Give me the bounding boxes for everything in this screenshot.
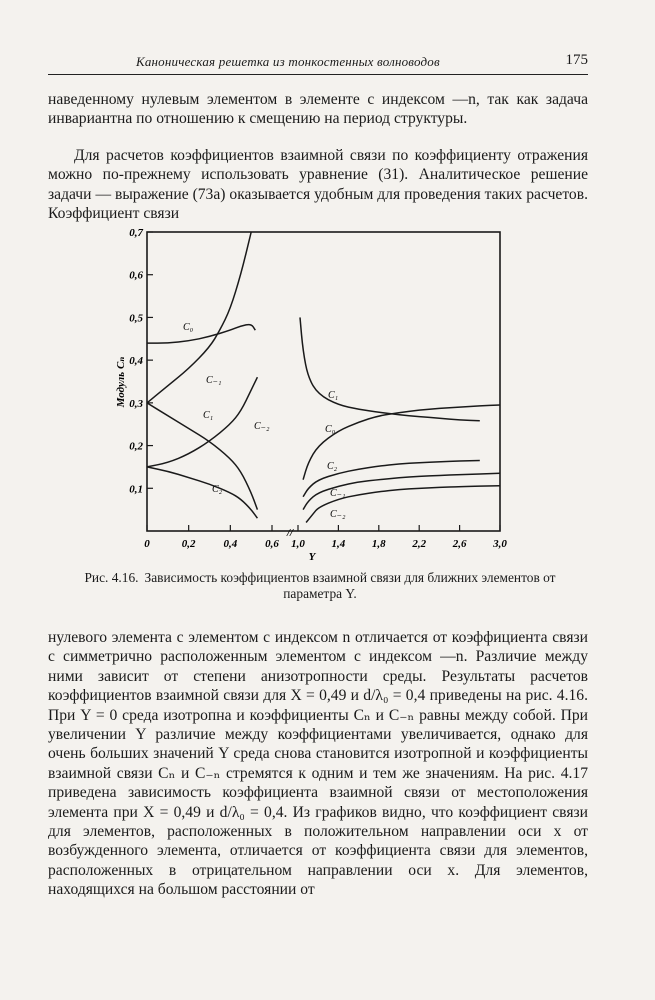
- y-tick-label: 0,4: [129, 355, 143, 368]
- running-title: Каноническая решетка из тонкостенных волноводов: [136, 54, 440, 69]
- curve-label: C₋₂: [254, 421, 270, 432]
- caption-number: Рис. 4.16.: [84, 570, 139, 585]
- right-series-0: [300, 317, 480, 420]
- paragraph-1: наведенному нулевым элементом в элементе с индексом —n, так как задача инвариантна по отношению к смещению на период структуры.: [48, 91, 588, 128]
- paragraph-3: нулевого элемента с элементом с индексом n отличается от коэффициента связи с симметрично расположенным элементом с индексом —n. Различие между ними зависит от степени анизотропности среды. Результаты расчетов коэффициентов взаимной связи для X = 0,49 и d/λ₀ = 0,4 приведены на рис. 4.16. При Y = 0 среда изотропна и коэффициенты Cₙ и C₋ₙ равны между собой. При увеличении Y различие между коэффициентами увеличивается, однако для очень больших значений Y среда снова становится изотропной и коэффициенты взаимной связи Cₙ и C₋ₙ стремятся к одним и тем же значениям. На рис. 4.17 приведена зависимость коэффициента взаимной связи от местоположения элемента при X = 0,49 и d/λ₀ = 0,4. Из графиков видно, что коэффициент связи для элементов, расположенных в положительном направлении оси x от возбужденного элемента, отличается от коэффициента связи для элементов, расположенных в отрицательном направлении оси x. Для элементов, находящихся на большом расстоянии от: [48, 629, 588, 899]
- curve-label: C₂: [327, 461, 338, 472]
- x-tick-label: 0,6: [265, 538, 279, 550]
- x-axis-label: Y: [308, 551, 316, 563]
- left-series-1: [147, 232, 251, 403]
- curves: [147, 232, 500, 523]
- y-tick-label: 0,7: [129, 227, 143, 239]
- paragraph-2: Для расчетов коэффициентов взаимной связи по коэффициенту отражения можно по-прежнему использовать уравнение (31). Аналитическое решение задачи — выражение (73а) оказывается удобным для проведения таких расчетов. Коэффициент связи: [48, 147, 588, 223]
- y-tick-label: 0,6: [129, 269, 143, 282]
- left-series-4: [147, 467, 257, 518]
- x-tick-label: 1,4: [331, 538, 346, 550]
- curve-label: C₀: [325, 424, 336, 435]
- left-series-3: [147, 377, 257, 467]
- curve-label: C₁: [328, 390, 339, 401]
- curve-label: C₋₁: [206, 375, 222, 386]
- y-tick-label: 0,3: [129, 397, 143, 410]
- curve-label: C₋₂: [330, 509, 346, 520]
- x-tick-label: 2,6: [452, 538, 467, 550]
- x-axis-break: //: [286, 527, 294, 539]
- x-tick-label: 2,2: [412, 538, 427, 550]
- x-tick-label: 3,0: [493, 538, 507, 550]
- x-tick-label: 0,2: [181, 538, 196, 550]
- x-tick-label: 1,8: [371, 538, 386, 550]
- x-tick-label: 1,0: [291, 538, 305, 550]
- y-axis-label: Модуль Cₙ: [115, 356, 127, 408]
- x-tick-label: 0,4: [223, 538, 238, 550]
- y-tick-label: 0,5: [129, 312, 143, 325]
- caption-text: Зависимость коэффициентов взаимной связи для ближних элементов от параметра Y.: [144, 570, 556, 601]
- curve-labels: [183, 322, 346, 520]
- page-number: 175: [565, 52, 588, 68]
- y-axis: [129, 227, 153, 495]
- curve-label: C₂: [212, 484, 223, 495]
- x-tick-label: 0: [144, 538, 150, 550]
- figure-caption: [60, 570, 580, 602]
- x-axis: [144, 525, 507, 550]
- plot-frame: [147, 232, 500, 531]
- curve-label: C₁: [203, 410, 214, 421]
- curve-label: C₀: [183, 322, 194, 333]
- curve-label: C₋₁: [330, 488, 346, 499]
- y-tick-label: 0,2: [129, 440, 143, 453]
- y-tick-label: 0,1: [129, 483, 143, 496]
- left-series-0: [147, 325, 255, 343]
